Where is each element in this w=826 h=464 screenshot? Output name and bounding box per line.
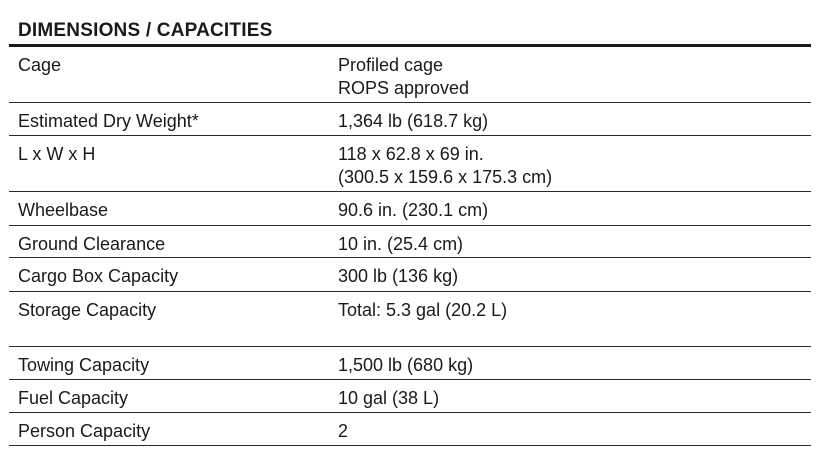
- spec-row-cargo-box: [9, 258, 811, 292]
- spec-value: [338, 299, 507, 322]
- spec-value: [338, 199, 488, 222]
- spec-label: Fuel Capacity: [18, 388, 129, 408]
- spec-label: Towing Capacity: [18, 355, 150, 375]
- spec-value: [338, 233, 463, 256]
- spec-value: [338, 387, 439, 410]
- spec-row-towing: [9, 347, 811, 380]
- spec-label: Cargo Box Capacity: [18, 266, 179, 286]
- spec-label: Estimated Dry Weight*: [18, 111, 199, 131]
- spec-label: Wheelbase: [18, 200, 109, 220]
- spec-value-line: 10 in. (25.4 cm): [338, 234, 464, 254]
- section-title: DIMENSIONS / CAPACITIES: [18, 20, 273, 41]
- spec-label: Storage Capacity: [18, 300, 157, 320]
- spec-label: Ground Clearance: [18, 234, 166, 254]
- spec-row-dry-weight: [9, 103, 811, 136]
- spec-value-line: 2: [338, 421, 349, 441]
- spec-value-line: Total: 5.3 gal (20.2 L): [338, 300, 508, 320]
- specs-table: [9, 0, 811, 446]
- spec-value-line: 90.6 in. (230.1 cm): [338, 200, 489, 220]
- spec-value: [338, 354, 473, 377]
- spec-value: [338, 110, 488, 133]
- spec-label: Person Capacity: [18, 421, 151, 441]
- spec-row-cage: [9, 47, 811, 103]
- spec-row-fuel: [9, 380, 811, 413]
- spec-value-line: Profiled cage: [338, 55, 444, 75]
- spec-value-line: 118 x 62.8 x 69 in.: [338, 144, 484, 164]
- spec-label: L x W x H: [18, 144, 96, 164]
- spec-value-line: ROPS approved: [338, 78, 470, 98]
- spec-row-person: [9, 413, 811, 446]
- spec-value-line: (300.5 x 159.6 x 175.3 cm): [338, 167, 553, 187]
- spec-row-storage: [9, 292, 811, 347]
- spec-value: [338, 420, 348, 443]
- spec-row-wheelbase: [9, 192, 811, 226]
- spec-value: [338, 54, 469, 100]
- spec-row-ground-clearance: [9, 226, 811, 258]
- section-header: [9, 0, 811, 47]
- spec-value-line: 300 lb (136 kg): [338, 266, 459, 286]
- spec-value: [338, 143, 552, 189]
- spec-value-line: 10 gal (38 L): [338, 388, 440, 408]
- spec-value-line: 1,500 lb (680 kg): [338, 355, 474, 375]
- spec-row-dimensions: [9, 136, 811, 192]
- spec-value: [338, 265, 458, 288]
- spec-value-line: 1,364 lb (618.7 kg): [338, 111, 489, 131]
- spec-label: Cage: [18, 55, 62, 75]
